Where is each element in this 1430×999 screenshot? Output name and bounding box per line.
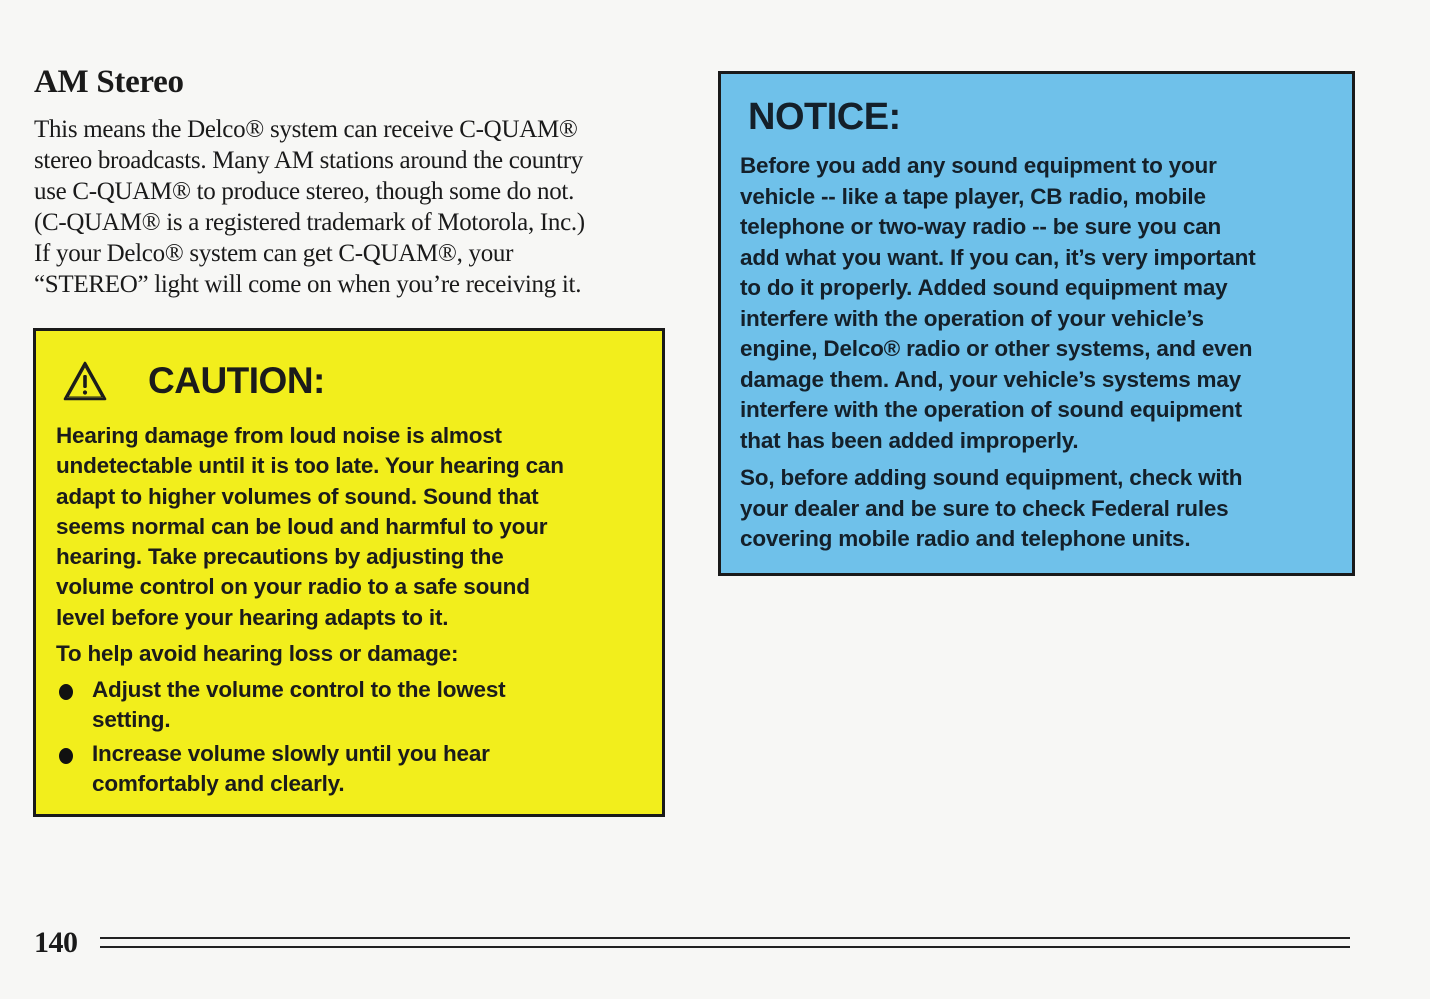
intro-line: use C-QUAM® to produce stereo, though some do not. bbox=[34, 178, 575, 205]
notice-line: your dealer and be sure to check Federal rules bbox=[740, 495, 1229, 521]
caution-line: Hearing damage from loud noise is almost bbox=[56, 423, 502, 448]
notice-line: damage them. And, your vehicle’s systems may bbox=[740, 366, 1241, 392]
notice-line: Before you add any sound equipment to your bbox=[740, 153, 1217, 178]
notice-box bbox=[718, 71, 1355, 576]
bullet-line: Adjust the volume control to the lowest bbox=[92, 677, 506, 703]
footer-rule-line bbox=[100, 946, 1350, 948]
intro-line: stereo broadcasts. Many AM stations around the country bbox=[34, 147, 583, 174]
caution-line: hearing. Take precautions by adjusting the bbox=[56, 544, 504, 570]
list-item bbox=[56, 675, 656, 736]
notice-line: So, before adding sound equipment, check with bbox=[740, 465, 1243, 490]
caution-line: seems normal can be loud and harmful to your bbox=[56, 513, 548, 539]
notice-body bbox=[740, 151, 1340, 555]
notice-line: interfere with the operation of sound equipment bbox=[740, 397, 1242, 422]
warning-triangle-icon bbox=[62, 360, 108, 402]
notice-line: interfere with the operation of your vehicle’s bbox=[740, 305, 1204, 331]
notice-paragraph bbox=[740, 463, 1340, 555]
notice-paragraph bbox=[740, 151, 1340, 456]
caution-line: undetectable until it is too late. Your hearing can bbox=[56, 453, 564, 479]
section-heading: AM Stereo bbox=[34, 64, 184, 100]
bullet-line: comfortably and clearly. bbox=[92, 770, 345, 796]
intro-line: This means the Delco® system can receive C-QUAM® bbox=[34, 116, 578, 143]
list-item bbox=[56, 739, 656, 800]
page-number: 140 bbox=[34, 926, 78, 959]
caution-title: CAUTION: bbox=[148, 360, 325, 401]
caution-line: level before your hearing adapts to it. bbox=[56, 604, 449, 630]
notice-line: covering mobile radio and telephone units. bbox=[740, 526, 1191, 551]
caution-header bbox=[62, 359, 325, 403]
notice-line: to do it properly. Added sound equipment may bbox=[740, 275, 1228, 300]
caution-body bbox=[56, 421, 656, 802]
caution-line: volume control on your radio to a safe sound bbox=[56, 574, 530, 600]
caution-line: adapt to higher volumes of sound. Sound that bbox=[56, 483, 539, 509]
caution-bullet-list bbox=[56, 675, 656, 799]
notice-line: vehicle -- like a tape player, CB radio, mobile bbox=[740, 183, 1206, 209]
footer-rule bbox=[100, 937, 1350, 949]
intro-line: “STEREO” light will come on when you’re receiving it. bbox=[34, 271, 582, 298]
bullet-line: Increase volume slowly until you hear bbox=[92, 740, 490, 766]
intro-line: If your Delco® system can get C-QUAM®, your bbox=[34, 240, 514, 267]
footer-rule-line bbox=[100, 937, 1350, 939]
notice-line: that has been added improperly. bbox=[740, 427, 1079, 453]
bullet-line: setting. bbox=[92, 707, 171, 733]
caution-box bbox=[33, 328, 665, 817]
notice-line: add what you want. If you can, it’s very important bbox=[740, 244, 1256, 270]
notice-line: telephone or two-way radio -- be sure you can bbox=[740, 214, 1222, 239]
intro-line: (C-QUAM® is a registered trademark of Motorola, Inc.) bbox=[34, 209, 585, 236]
notice-title: NOTICE: bbox=[748, 96, 901, 138]
notice-line: engine, Delco® radio or other systems, and even bbox=[740, 336, 1253, 361]
bullet-icon bbox=[59, 748, 73, 764]
intro-paragraph bbox=[34, 114, 674, 300]
caution-subhead: To help avoid hearing loss or damage: bbox=[56, 641, 459, 667]
bullet-icon bbox=[59, 684, 73, 700]
